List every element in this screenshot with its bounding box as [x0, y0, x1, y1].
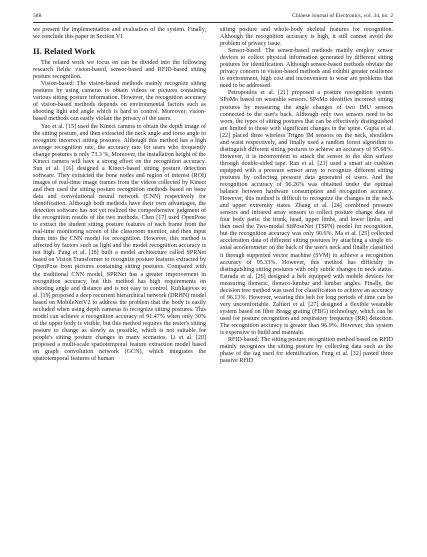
paragraph: The related work we focus on can be divided into the following research fields: vision-based, sensor-based and RFID-based sitting posture recognition. [33, 60, 206, 81]
page-number: 588 [33, 13, 42, 19]
paragraph-continued: sitting posture and whole-body skeletal features for recognition. Although the recognition accuracy is high, it still cannot avoid the problem of privacy issue. [220, 27, 393, 48]
paragraph-sensor-based: Sensor-based: The sensor-based methods mainly employ sensor devices to collect physical information generated by different sitting postures for identification. Although sensor-based methods obviate the privacy concern in vision-based methods and exhibit greater resilience to environment, high cost and inconvenient to wear are problems that need to be addressed. [220, 48, 393, 90]
paragraph: Petropoulos et al. [21] proposed a posture recognition system SPoMo based on wearable sensors. SPoMo identifies incorrect sitting postures by measuring the angle changes of two IMU sensors connected to the user's back. Although only two sensors need to be worn, the types of sitting postures that can be effectively distinguished are limited to those with significant changes in the spine. Gupta et al. [22] placed three wireless Trigno IM sensors on the neck, shoulders and waist respectively, and finally used a random forest algorithm to distinguish different sitting postures to achieve an accuracy of 95.68%. However, it is inconvenient to attach the sensor to the skin surface through double-sided tape. Ran et al. [23] used a smart air cushion equipped with a pressure sensor array to recognize different sitting postures by collecting pressure data generated of users. And the recognition accuracy of 96.26% was obtained under the optimal balance between hardware consumption and recognition accuracy. However, this method is difficult to recognize the changes in the neck and upper extremity states. Zhang et al. [24] combined pressure sensors and infrared array sensors to collect posture change data of four body parts: the trunk, head, upper limbs, and lower limbs, and then used the Two-modal SitPoseNet (TSPN) model for recognition, but the recognition accuracy was only 90.6%. Ma et al. [25] collected acceleration data of different sitting postures by attaching a single tri-axial accelerometer on the back of the user's neck and finally classified it through supported vector machine (SVM) to achieve a recognition accuracy of 95.33%. However, this method has difficulty in distinguishing sitting postures with only subtle changes in neck status. Estrada et al. [26] designed a belt equipped with mobile devices for measuring thoracic, thoraco-lumbar and lumbar angles. Finally, the decision tree method was used for classification to achieve an accuracy of 96.13%. However, wearing this belt for long periods of time can be very uncomfortable. Zaltieri et al. [27] designed a flexible wearable system based on fiber Bragg grating (FBG) technology, which can be used for posture recognition and respiratory frequency (RR) detection. The recognition accuracy is greater than 96.9%. However, this system is expensive to build and maintain. [220, 90, 393, 337]
running-header [33, 13, 393, 20]
two-column-body [33, 27, 393, 551]
paragraph-rfid-based: RFID-based: The sitting posture recognition method based on RFID mainly recognizes the sitting posture by collecting data such as the phase of the tag used for identification. Feng et al. [32] pasted three passive RFID [220, 337, 393, 365]
section-heading: II. Related Work [33, 46, 96, 57]
paragraph-vision-based: Vision-based: The vision-based methods mainly recognize sitting postures by using cameras to obtain videos or pictures containing various sitting posture information. However, the recognition accuracy of vision-based methods depends on environmental factors such as shooting light and angle which is hard to control. Moreover, vision-based methods can easily violate the privacy of the users. [33, 81, 206, 123]
left-column [33, 27, 206, 551]
paragraph: Yao et al. [15] used the Kinect camera to obtain the depth image of the sitting posture, and then extracted the neck angle and torso angle to recognize incorrect sitting postures. Although this method has a high average recognition rate, the accuracy rate for users who frequently change postures is only 73.3 %, Moreover, the installation height of the Kinect camera will have a strong effect on the recognition accuracy. Sun et al. [16] designed a Kinect-based sitting posture detection software. They extracted the bone nodes and region of interest (ROI) images of real-time image frames from the videos collected by Kinect and then used the sitting posture recognition methods based on bone data and convolutional neural network (CNN) respectively for identification. Although both methods have their own advantages, the detection software has not yet realized the comprehensive judgment of the recognition results of the two methods. Chen [17] used OpenPose to extract the student sitting posture features of each frame from the real-time monitoring screen of the classroom monitor, and then input them into the CNN model for recognition. However, this method is affected by factors such as light and the model recognition accuracy is not high. Fang et al. [18] built a model architecture called SPRNet based on Vision Transformer to recognize posture features extracted by OpenPose from pictures containing sitting postures. Compared with the traditional CNN model, SPRNet has a greater improvement in recognition accuracy, but this method has high requirements on shooting angle and distance and is not easy to control. Kulikajevas et al. [19] proposed a deep recurrent hierarchical network (DRHN) model based on MobileNetV2 to address the problem that the body is easily occluded when using depth cameras to recognize sitting postures. This model can achieve a recognition accuracy of 91.47% when only 30% of the upper body is visible, but this method requires the tester's sitting posture to change as slowly as possible, which is not suitable for people's sitting posture changes in many scenarios. Li et al. [20] proposed a multi-scale spatiotemporal feature extraction model based on graph convolution network (GCN), which integrates the spatiotemporal features of human [33, 123, 206, 363]
header-rule [33, 22, 393, 23]
right-column [220, 27, 393, 551]
journal-citation: Chinese Journal of Electronics, vol. 34, no. 2 [292, 13, 393, 19]
intro-paragraph-tail: we present the implementation and evaluation of the system. Finally, we conclude this paper in Section VI. [33, 27, 206, 41]
